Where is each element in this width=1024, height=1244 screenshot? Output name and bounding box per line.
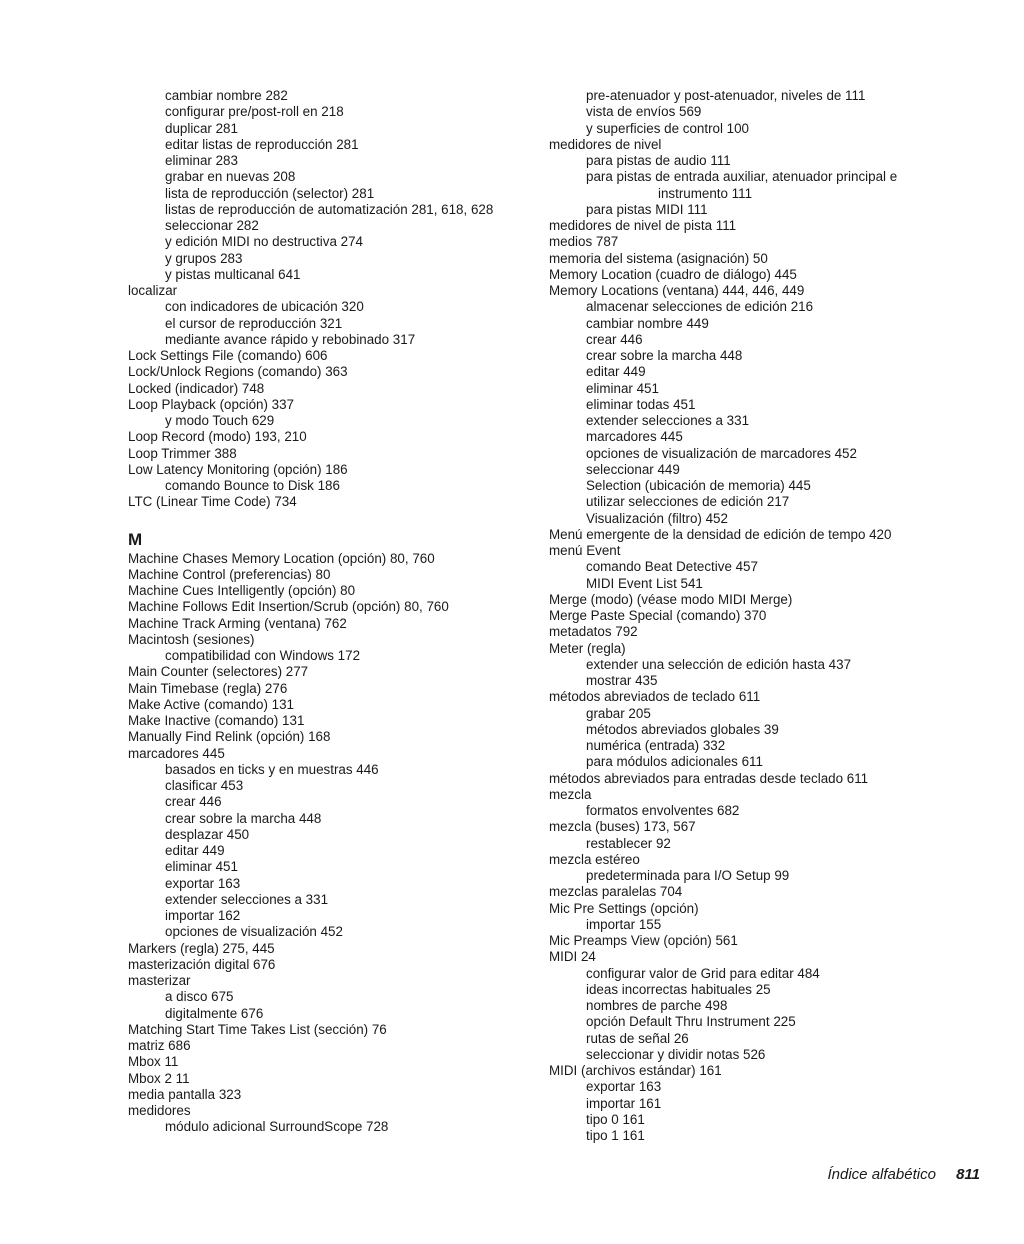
index-entry: Mbox 2 11 xyxy=(128,1070,190,1086)
index-subentry: almacenar selecciones de edición 216 xyxy=(586,299,814,315)
index-entry: localizar xyxy=(128,283,178,298)
index-subentry: métodos abreviados globales 39 xyxy=(586,721,779,737)
index-subentry: editar 449 xyxy=(165,843,225,858)
index-entry: matriz 686 xyxy=(128,1038,191,1053)
index-subentry: duplicar 281 xyxy=(165,120,238,136)
index-subentry: eliminar 451 xyxy=(165,859,238,875)
index-subentry: el cursor de reproducción 321 xyxy=(165,315,343,331)
index-entry: MIDI 24 xyxy=(549,949,596,965)
index-subentry: tipo 0 161 xyxy=(586,1111,645,1127)
index-subentry: lista de reproducción (selector) 281 xyxy=(165,185,375,201)
index-subentry: para módulos adicionales 611 xyxy=(586,754,763,770)
index-entry: Loop Playback (opción) 337 xyxy=(128,396,295,412)
index-subentry: eliminar 451 xyxy=(586,380,659,396)
index-subentry: marcadores 445 xyxy=(586,429,683,445)
index-entry: Low Latency Monitoring (opción) 186 xyxy=(128,461,348,477)
index-subentry: importar 155 xyxy=(586,916,662,932)
page-number: 811 xyxy=(956,1166,980,1183)
index-subentry: mostrar 435 xyxy=(586,673,658,688)
footer-title: Índice alfabético xyxy=(827,1166,936,1183)
index-entry: mezcla estéreo xyxy=(549,851,640,867)
page-footer xyxy=(828,1165,981,1185)
index-entry: Locked (indicador) 748 xyxy=(128,380,265,396)
index-subentry: eliminar 283 xyxy=(165,153,238,168)
index-subentry: seleccionar 282 xyxy=(165,218,259,233)
index-entry: Machine Control (preferencias) 80 xyxy=(128,566,331,582)
index-subentry: seleccionar y dividir notas 526 xyxy=(586,1046,766,1062)
index-column-right xyxy=(549,88,949,1144)
index-subentry: formatos envolventes 682 xyxy=(586,803,740,818)
index-entry: mezcla xyxy=(549,786,592,802)
index-subentry: grabar 205 xyxy=(586,705,651,721)
index-subentry: predeterminada para I/O Setup 99 xyxy=(586,868,790,883)
index-subentry: y edición MIDI no destructiva 274 xyxy=(165,234,363,250)
index-entry: Memory Locations (ventana) 444, 446, 449 xyxy=(549,283,805,298)
index-entry: Loop Trimmer 388 xyxy=(128,445,237,461)
index-subentry: crear 446 xyxy=(586,331,643,347)
index-entry: Main Timebase (regla) 276 xyxy=(128,680,288,696)
index-subentry: editar 449 xyxy=(586,364,646,380)
index-subentry: comando Beat Detective 457 xyxy=(586,559,758,575)
index-subentry: opciones de visualización 452 xyxy=(165,924,343,940)
index-subentry: editar listas de reproducción 281 xyxy=(165,136,359,152)
index-subentry: para pistas MIDI 111 xyxy=(586,201,708,217)
index-subentry: opción Default Thru Instrument 225 xyxy=(586,1014,796,1030)
index-subentry: y modo Touch 629 xyxy=(165,413,275,428)
index-subentry: numérica (entrada) 332 xyxy=(586,738,726,753)
index-subentry: rutas de señal 26 xyxy=(586,1030,689,1046)
index-subentry: basados en ticks y en muestras 446 xyxy=(165,761,379,777)
index-entry: Matching Start Time Takes List (sección) 76 xyxy=(128,1021,387,1037)
index-subentry: opciones de visualización de marcadores 452 xyxy=(586,445,857,461)
index-subentry: importar 161 xyxy=(586,1095,662,1111)
index-entry: metadatos 792 xyxy=(549,624,638,640)
index-subentry: tipo 1 161 xyxy=(586,1128,645,1143)
index-entry: mezcla (buses) 173, 567 xyxy=(549,819,696,835)
index-subentry: nombres de parche 498 xyxy=(586,998,728,1013)
index-subentry: para pistas de entrada auxiliar, atenuador principal e xyxy=(586,169,898,185)
index-subentry: a disco 675 xyxy=(165,989,234,1005)
index-subentry: vista de envíos 569 xyxy=(586,104,702,120)
index-subentry: y grupos 283 xyxy=(165,250,243,266)
index-subentry: con indicadores de ubicación 320 xyxy=(165,299,364,315)
index-entry: menú Event xyxy=(549,543,621,558)
index-subentry: configurar valor de Grid para editar 484 xyxy=(586,965,820,981)
index-subentry: extender una selección de edición hasta 437 xyxy=(586,656,852,672)
index-subentry: Selection (ubicación de memoria) 445 xyxy=(586,478,811,493)
index-subentry: Visualización (filtro) 452 xyxy=(586,510,728,526)
index-entry: Manually Find Relink (opción) 168 xyxy=(128,729,331,745)
index-entry: Machine Track Arming (ventana) 762 xyxy=(128,615,347,631)
index-subentry: eliminar todas 451 xyxy=(586,396,696,412)
index-subentry: MIDI Event List 541 xyxy=(586,575,703,591)
index-entry: LTC (Linear Time Code) 734 xyxy=(128,494,297,510)
index-entry: Lock Settings File (comando) 606 xyxy=(128,348,328,363)
index-entry: Machine Cues Intelligently (opción) 80 xyxy=(128,583,356,598)
index-subentry: crear sobre la marcha 448 xyxy=(165,810,322,826)
index-subentry: desplazar 450 xyxy=(165,826,250,842)
index-subentry: crear sobre la marcha 448 xyxy=(586,348,743,363)
index-subentry: ideas incorrectas habituales 25 xyxy=(586,981,771,997)
index-entry: Merge Paste Special (comando) 370 xyxy=(549,608,767,623)
index-entry: Loop Record (modo) 193, 210 xyxy=(128,429,307,445)
index-subentry: grabar en nuevas 208 xyxy=(165,169,296,185)
index-entry: Merge (modo) (véase modo MIDI Merge) xyxy=(549,591,793,607)
index-entry: Macintosh (sesiones) xyxy=(128,631,255,647)
index-entry: Menú emergente de la densidad de edición de tempo 420 xyxy=(549,526,892,542)
index-subentry: exportar 163 xyxy=(586,1079,662,1095)
index-subentry: compatibilidad con Windows 172 xyxy=(165,648,361,663)
index-entry: métodos abreviados para entradas desde teclado 611 xyxy=(549,770,869,786)
index-subentry: crear 446 xyxy=(165,794,222,810)
index-subentry: extender selecciones a 331 xyxy=(165,891,329,907)
index-subentry: y superficies de control 100 xyxy=(586,120,750,136)
index-entry: Make Active (comando) 131 xyxy=(128,696,294,712)
index-entry: Lock/Unlock Regions (comando) 363 xyxy=(128,364,348,380)
index-subentry: módulo adicional SurroundScope 728 xyxy=(165,1119,389,1135)
index-entry: masterizar xyxy=(128,973,191,988)
index-subentry: cambiar nombre 282 xyxy=(165,88,288,103)
index-entry: Main Counter (selectores) 277 xyxy=(128,664,309,680)
index-entry: medidores xyxy=(128,1103,191,1118)
index-entry: medios 787 xyxy=(549,234,619,250)
index-subentry: y pistas multicanal 641 xyxy=(165,266,301,282)
index-subentry: importar 162 xyxy=(165,908,241,923)
index-entry: mezclas paralelas 704 xyxy=(549,884,683,900)
index-subentry: exportar 163 xyxy=(165,875,241,891)
index-subentry: digitalmente 676 xyxy=(165,1005,264,1021)
index-entry: Memory Location (cuadro de diálogo) 445 xyxy=(549,266,797,282)
index-subentry: restablecer 92 xyxy=(586,835,671,851)
index-entry: medidores de nivel de pista 111 xyxy=(549,218,737,233)
index-entry: MIDI (archivos estándar) 161 xyxy=(549,1063,722,1078)
index-entry: Markers (regla) 275, 445 xyxy=(128,940,275,956)
index-subentry: instrumento 111 xyxy=(658,185,753,201)
index-subentry: utilizar selecciones de edición 217 xyxy=(586,494,790,510)
index-subentry: listas de reproducción de automatización 281, 618, 628 xyxy=(165,201,494,217)
index-subentry: cambiar nombre 449 xyxy=(586,315,709,331)
index-entry: masterización digital 676 xyxy=(128,956,276,972)
index-subentry: pre-atenuador y post-atenuador, niveles de 111 xyxy=(586,88,866,103)
index-subentry: comando Bounce to Disk 186 xyxy=(165,478,340,493)
index-entry: memoria del sistema (asignación) 50 xyxy=(549,250,768,266)
index-entry: Mbox 11 xyxy=(128,1054,179,1070)
index-entry: marcadores 445 xyxy=(128,745,225,761)
index-entry: media pantalla 323 xyxy=(128,1086,242,1102)
index-subentry: mediante avance rápido y rebobinado 317 xyxy=(165,331,416,347)
index-subentry: configurar pre/post-roll en 218 xyxy=(165,104,344,120)
index-entry: Mic Pre Settings (opción) xyxy=(549,900,699,916)
index-entry: Meter (regla) xyxy=(549,640,626,656)
index-subentry: seleccionar 449 xyxy=(586,461,680,477)
section-spacer xyxy=(128,511,538,529)
index-entry: Make Inactive (comando) 131 xyxy=(128,713,305,728)
index-entry: Machine Chases Memory Location (opción) 80, 760 xyxy=(128,550,435,566)
section-letter-heading: M xyxy=(128,529,143,549)
index-entry: medidores de nivel xyxy=(549,136,662,152)
index-entry: Mic Preamps View (opción) 561 xyxy=(549,933,738,948)
index-subentry: extender selecciones a 331 xyxy=(586,413,750,428)
index-subentry: para pistas de audio 111 xyxy=(586,153,731,168)
index-entry: Machine Follows Edit Insertion/Scrub (opción) 80, 760 xyxy=(128,599,449,615)
index-entry: métodos abreviados de teclado 611 xyxy=(549,689,761,705)
index-subentry: clasificar 453 xyxy=(165,778,244,793)
index-column-left xyxy=(128,88,538,1136)
